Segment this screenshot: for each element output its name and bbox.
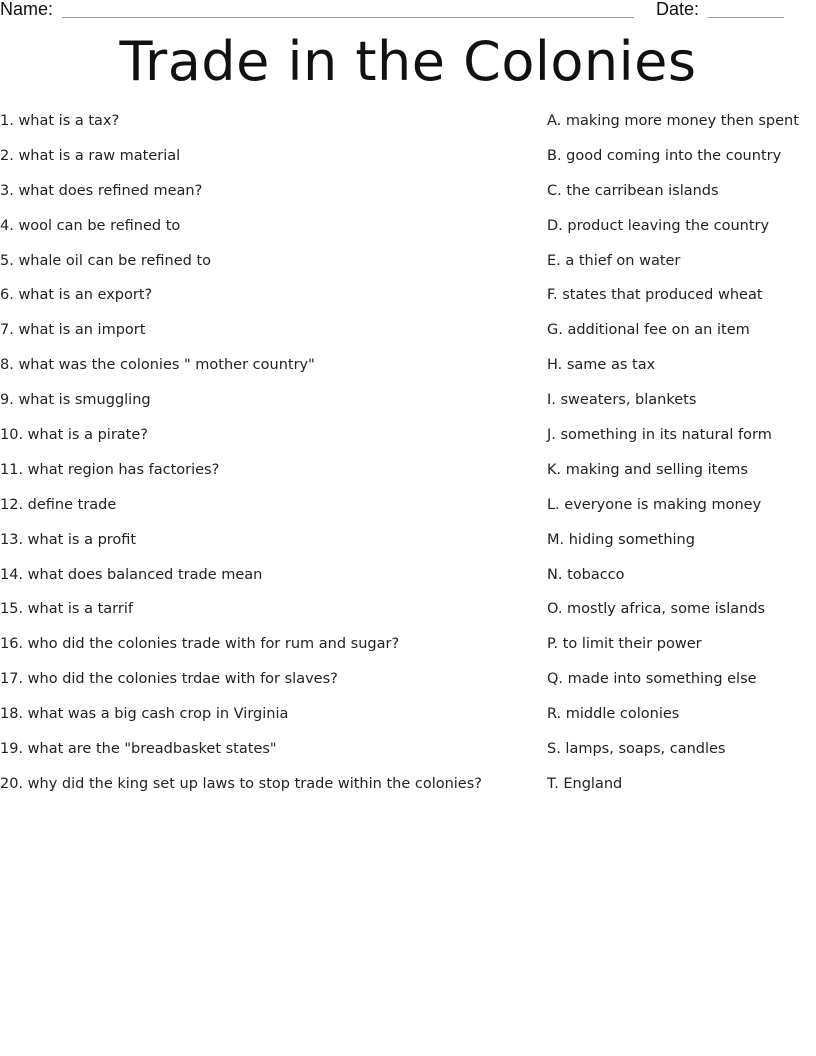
question-item: 3. what does refined mean? xyxy=(0,182,203,199)
name-blank-line xyxy=(62,17,634,18)
question-item: 4. wool can be refined to xyxy=(0,217,181,234)
question-item: 11. what region has factories? xyxy=(0,461,220,478)
answer-item: H. same as tax xyxy=(547,357,656,374)
question-item: 12. define trade xyxy=(0,496,117,513)
question-item: 19. what are the "breadbasket states" xyxy=(0,741,277,758)
answer-item: N. tobacco xyxy=(547,566,625,583)
answer-item: C. the carribean islands xyxy=(547,182,719,199)
question-item: 10. what is a pirate? xyxy=(0,427,148,444)
question-item: 7. what is an import xyxy=(0,322,146,339)
question-item: 18. what was a big cash crop in Virginia xyxy=(0,706,289,723)
answer-item: G. additional fee on an item xyxy=(547,322,750,339)
answer-item: D. product leaving the country xyxy=(547,217,770,234)
date-blank-line xyxy=(708,17,784,18)
question-item: 5. whale oil can be refined to xyxy=(0,252,212,269)
question-item: 6. what is an export? xyxy=(0,287,153,304)
answer-item: A. making more money then spent xyxy=(547,113,799,129)
answer-item: I. sweaters, blankets xyxy=(547,392,697,409)
answer-item: L. everyone is making money xyxy=(547,496,762,513)
questions-list xyxy=(0,111,530,809)
answers-list xyxy=(547,111,816,809)
question-item: 16. who did the colonies trade with for rum and sugar? xyxy=(0,636,400,653)
answer-item: E. a thief on water xyxy=(547,252,681,269)
question-item: 13. what is a profit xyxy=(0,531,137,548)
date-label: Date: xyxy=(656,0,700,19)
name-label: Name: xyxy=(0,0,54,19)
question-item: 14. what does balanced trade mean xyxy=(0,566,263,583)
answer-item: B. good coming into the country xyxy=(547,147,782,164)
answer-item: K. making and selling items xyxy=(547,461,748,478)
question-item: 8. what was the colonies " mother country" xyxy=(0,357,315,374)
answer-item: J. something in its natural form xyxy=(547,427,772,444)
answer-item: P. to limit their power xyxy=(547,636,702,653)
answer-item: S. lamps, soaps, candles xyxy=(547,741,726,758)
answer-item: R. middle colonies xyxy=(547,706,680,723)
answer-item: T. England xyxy=(547,775,623,792)
question-item: 2. what is a raw material xyxy=(0,147,181,164)
question-item: 1. what is a tax? xyxy=(0,113,120,129)
question-item: 9. what is smuggling xyxy=(0,392,151,409)
question-item: 20. why did the king set up laws to stop trade within the colonies? xyxy=(0,775,482,792)
question-item: 15. what is a tarrif xyxy=(0,601,133,618)
page-title: Trade in the Colonies xyxy=(119,30,697,93)
answer-item: M. hiding something xyxy=(547,531,695,548)
question-item: 17. who did the colonies trdae with for slaves? xyxy=(0,671,338,688)
answer-item: F. states that produced wheat xyxy=(547,287,763,304)
answer-item: Q. made into something else xyxy=(547,671,757,688)
worksheet-header xyxy=(0,0,816,22)
answer-item: O. mostly africa, some islands xyxy=(547,601,766,618)
